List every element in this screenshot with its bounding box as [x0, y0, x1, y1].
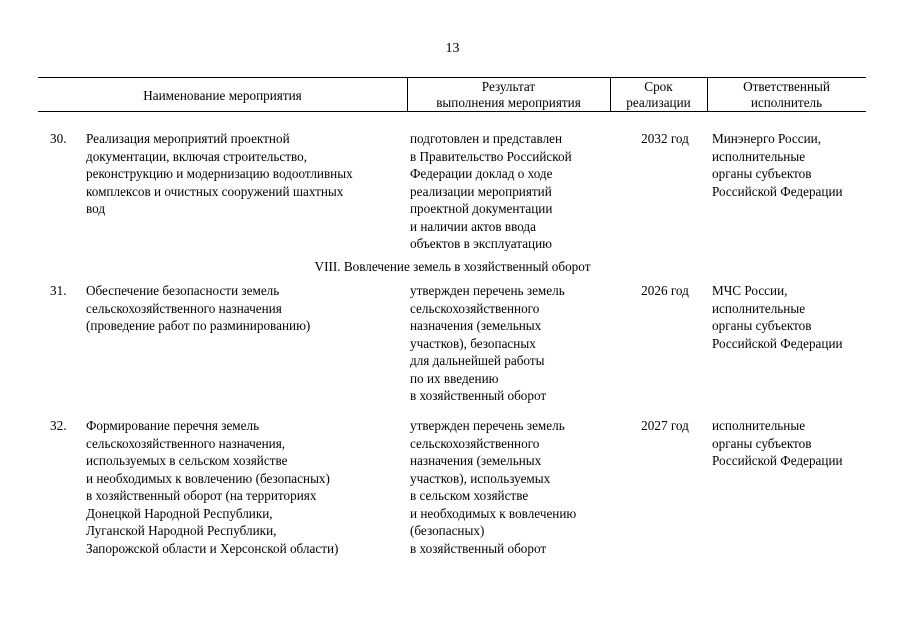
row-term: 2027 год — [641, 418, 689, 433]
page-number: 13 — [445, 41, 460, 56]
text-line: сельскохозяйственного назначения, — [86, 435, 286, 451]
text-line: Российской Федерации — [712, 183, 843, 199]
text-line: в сельском хозяйстве — [410, 488, 529, 503]
text-line: утвержден перечень земель — [410, 283, 565, 298]
text-line: документации, включая строительство, — [86, 148, 308, 164]
text-line: в хозяйственный оборот (на территориях — [86, 488, 317, 503]
row-resp — [712, 130, 872, 200]
text-line: исполнительные — [712, 300, 806, 316]
text-line: проектной документации — [410, 201, 553, 216]
row-number: 32. — [50, 418, 67, 433]
text-line: органы субъектов — [712, 318, 812, 333]
text-line: Луганской Народной Республики, — [86, 523, 277, 538]
row-resp — [712, 417, 872, 470]
text-line: сельскохозяйственного — [410, 300, 540, 316]
row-resp — [712, 282, 872, 352]
text-line: утвержден перечень земель — [410, 418, 565, 433]
row-number: 30. — [50, 131, 67, 146]
text-line: (безопасных) — [410, 523, 485, 538]
text-line: МЧС России, — [712, 283, 788, 298]
text-line: объектов в эксплуатацию — [410, 236, 553, 251]
section-title: VIII. Вовлечение земель в хозяйственный оборот — [314, 259, 591, 274]
header-term-line: реализации — [626, 95, 691, 110]
header-resp — [707, 79, 866, 111]
text-line: используемых в сельском хозяйстве — [86, 453, 288, 468]
text-line: реконструкцию и модернизацию водоотливных — [86, 166, 353, 181]
text-line: исполнительные — [712, 418, 806, 433]
text-line: по их введению — [410, 370, 499, 386]
row-result — [410, 282, 608, 405]
text-line: органы субъектов — [712, 435, 812, 451]
row-term: 2032 год — [641, 131, 689, 146]
text-line: (проведение работ по разминированию) — [86, 318, 311, 333]
text-line: сельскохозяйственного назначения — [86, 300, 282, 316]
text-line: для дальнейшей работы — [410, 353, 545, 368]
text-line: в Правительство Российской — [410, 148, 572, 164]
text-line: назначения (земельных — [410, 453, 542, 468]
text-line: участков), используемых — [410, 470, 551, 486]
row-number: 31. — [50, 283, 67, 298]
text-line: Запорожской области и Херсонской области) — [86, 540, 339, 556]
header-result-line: выполнения мероприятия — [436, 95, 581, 110]
text-line: и необходимых к вовлечению (безопасных) — [86, 470, 330, 486]
text-line: и наличии актов ввода — [410, 218, 536, 234]
row-result — [410, 130, 608, 253]
text-line: подготовлен и представлен — [410, 131, 563, 146]
header-bottom-rule — [38, 111, 866, 112]
text-line: Формирование перечня земель — [86, 418, 260, 433]
header-term-line: Срок — [644, 79, 673, 94]
header-result — [407, 79, 610, 111]
text-line: вод — [86, 201, 106, 216]
text-line: исполнительные — [712, 148, 806, 164]
text-line: Федерации доклад о ходе — [410, 166, 553, 181]
row-name — [86, 130, 396, 218]
text-line: Обеспечение безопасности земель — [86, 283, 280, 298]
text-line: комплексов и очистных сооружений шахтных — [86, 183, 344, 199]
text-line: назначения (земельных — [410, 318, 542, 333]
row-name — [86, 417, 396, 557]
header-resp-line: исполнитель — [750, 95, 823, 110]
text-line: и необходимых к вовлечению — [410, 505, 577, 521]
text-line: Донецкой Народной Республики, — [86, 505, 273, 521]
text-line: Российской Федерации — [712, 453, 843, 468]
text-line: в хозяйственный оборот — [410, 388, 547, 403]
header-result-line: Результат — [481, 79, 536, 94]
row-term: 2026 год — [641, 283, 689, 298]
text-line: сельскохозяйственного — [410, 435, 540, 451]
text-line: реализации мероприятий — [410, 183, 552, 199]
text-line: Реализация мероприятий проектной — [86, 131, 290, 146]
text-line: участков), безопасных — [410, 335, 536, 351]
text-line: органы субъектов — [712, 166, 812, 181]
header-name — [38, 88, 407, 104]
row-result — [410, 417, 608, 557]
header-resp-line: Ответственный — [743, 79, 830, 94]
header-name-text: Наименование мероприятия — [143, 88, 302, 103]
header-term — [610, 79, 707, 111]
row-name — [86, 282, 396, 335]
header-top-rule — [38, 77, 866, 78]
text-line: Минэнерго России, — [712, 131, 822, 146]
text-line: Российской Федерации — [712, 335, 843, 351]
text-line: в хозяйственный оборот — [410, 540, 547, 556]
